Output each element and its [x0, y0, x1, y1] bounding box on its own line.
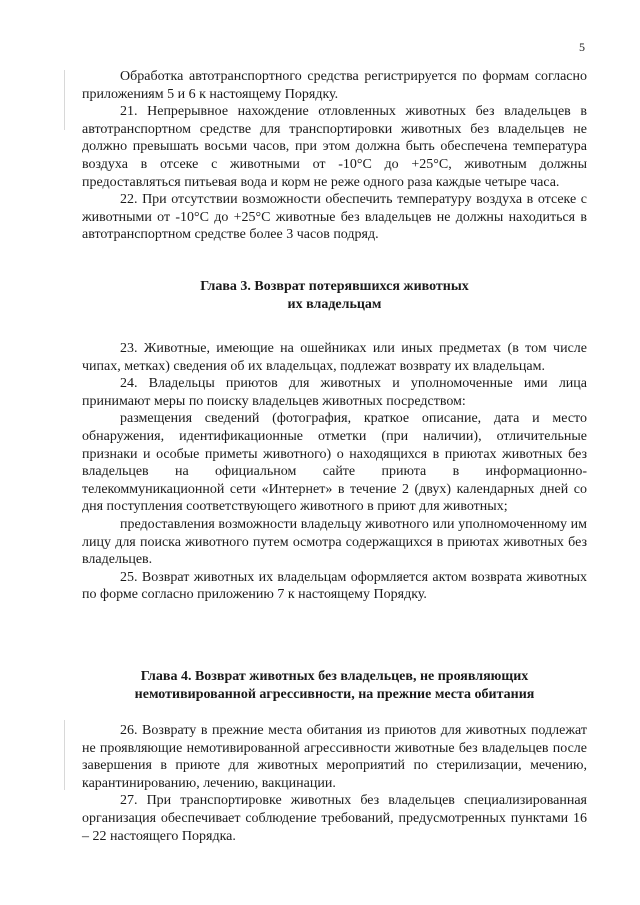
paragraph-22: 22. При отсутствии возможности обеспечить температуру воздуха в отсеке с животными от -10°С до +25°С животные без владельцев не должны находиться в автотранспортном средстве более 3 часов подряд. [82, 192, 587, 243]
chapter-4-title-line-2: немотивированной агрессивности, на прежние места обитания [134, 686, 535, 702]
chapter-4-title-line-1: Глава 4. Возврат животных без владельцев, не проявляющих [140, 669, 529, 684]
paragraph-24-item-inspection: предоставления возможности владельцу животного или уполномоченному им лицу для поиска животного путем осмотра содержащихся в приютах животных без владельцев. [82, 516, 587, 568]
section-transport-paragraphs [82, 68, 587, 244]
chapter-3-title-line-1: Глава 3. Возврат потерявшихся животных [200, 279, 469, 294]
chapter-3-title-line-2: их владельцам [287, 296, 382, 312]
chapter-3-body [82, 340, 587, 604]
paragraph-27: 27. При транспортировке животных без владельцев специализированная организация обеспечивает соблюдение требований, предусмотренных пунктами 16 – 22 настоящего Порядка. [82, 793, 587, 844]
margin-scan-mark [64, 720, 65, 790]
paragraph-23: 23. Животные, имеющие на ошейниках или иных предметах (в том числе чипах, метках) сведения об их владельцах, подлежат возврату их владельцам. [82, 341, 587, 374]
paragraph-24: 24. Владельцы приютов для животных и уполномоченные ими лица принимают меры по поиску владельцев животных посредством: [82, 376, 587, 409]
paragraph-26: 26. Возврату в прежние места обитания из приютов для животных подлежат не проявляющие немотивированной агрессивности животные без владельцев после завершения в приюте для животных мероприятий по стерилизации, мечению, карантинированию, лечению, вакцинации. [82, 723, 587, 791]
chapter-3-title [82, 278, 587, 313]
paragraph-vehicle-processing: Обработка автотранспортного средства регистрируется по формам согласно приложениям 5 и 6 к настоящему Порядку. [82, 69, 587, 102]
paragraph-24-item-website: размещения сведений (фотография, краткое описание, дата и место обнаружения, идентификационные отметки (при наличии), отличительные признаки и особые приметы животного) о находящихся в приютах животных без владельцев на официальном сайте приюта в информационно-телекоммуникационной сети «Интернет» в течение 2 (двух) календарных дней со дня поступления соответствующего животного в приют для животных; [82, 411, 587, 515]
chapter-4-body [82, 722, 587, 845]
margin-scan-mark [64, 70, 65, 130]
paragraph-21: 21. Непрерывное нахождение отловленных животных без владельцев в автотранспортном средстве для транспортировки животных без владельцев не должно превышать восьми часов, при этом должна быть обеспечена температура воздуха в отсеке с животными от -10°С до +25°С, животным должны предоставляться питьевая вода и корм не реже одного раза каждые четыре часа. [82, 104, 587, 190]
paragraph-25: 25. Возврат животных их владельцам оформляется актом возврата животных по форме согласно приложению 7 к настоящему Порядку. [82, 569, 587, 603]
chapter-4-title [82, 668, 587, 703]
page-number: 5 [579, 40, 585, 54]
